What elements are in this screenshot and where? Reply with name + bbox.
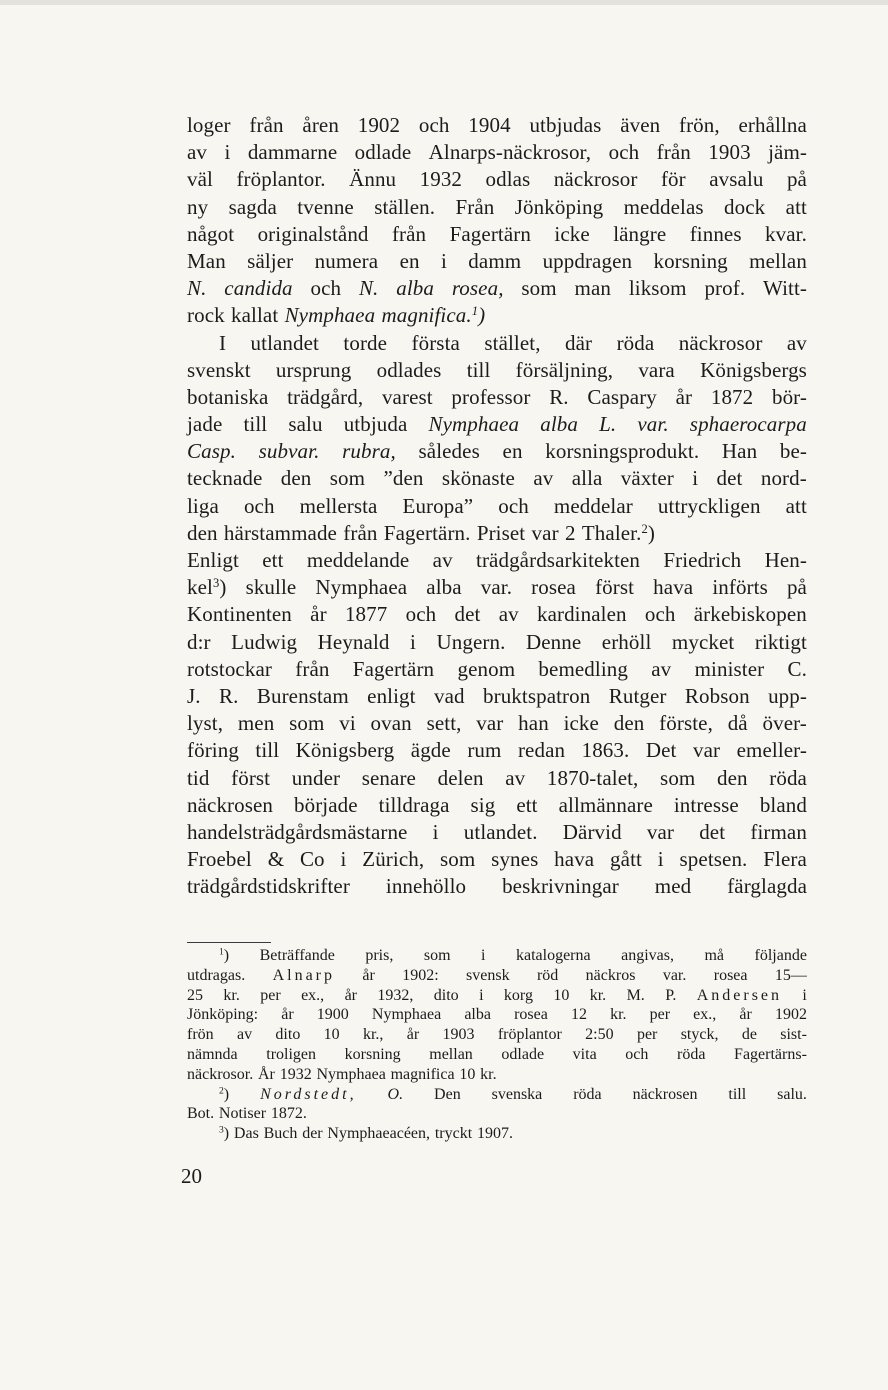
text-line: lyst, men som vi ovan sett, var han icke den förste, då över- (187, 711, 807, 736)
text-line: den härstammade från Fagertärn. Priset var 2 Thaler.$^2$) (187, 520, 655, 545)
text-line: något originalstånd från Fagertärn icke längre finnes kvar. (187, 221, 807, 246)
footnotes (187, 946, 807, 1144)
text-line: jade till salu utbjuda Nymphaea alba L. var. sphaerocarpa (187, 412, 807, 437)
scan-top-edge (0, 0, 888, 5)
footnote-line: frön av dito 10 kr., år 1903 fröplantor 2:50 per styck, de sist- (187, 1026, 807, 1044)
footnote-line: $^1$) Beträffande pris, som i katalogerna angivas, må följande (219, 946, 807, 964)
text-line: ny sagda tvenne ställen. Från Jönköping meddelas dock att (187, 194, 807, 219)
text-line: kel$^3$) skulle Nymphaea alba var. rosea först hava införts på (187, 575, 807, 600)
text-line: tecknade den som ”den skönaste av alla växter i det nord- (187, 466, 807, 491)
text-line: Casp. subvar. rubra, således en korsningsprodukt. Han be- (187, 439, 807, 464)
text-line: Kontinenten år 1877 och det av kardinalen och ärkebiskopen (187, 602, 807, 627)
footnote-line: 25 kr. per ex., år 1932, dito i korg 10 kr. M. P. Andersen i (187, 986, 807, 1004)
text-line: J. R. Burenstam enligt vad bruktspatron Rutger Robson upp- (187, 683, 807, 708)
footnote-line: Bot. Notiser 1872. (187, 1105, 307, 1123)
text-line: väl fröplantor. Ännu 1932 odlas näckrosor för avsalu på (187, 167, 807, 192)
text-line: svenskt ursprung odlades till försäljning, vara Königsbergs (187, 357, 807, 382)
footnote-line: nämnda troligen korsning mellan odlade vita och röda Fagertärns- (187, 1045, 807, 1063)
text-line: Man säljer numera en i damm uppdragen korsning mellan (187, 248, 807, 273)
text-line: d:r Ludwig Heynald i Ungern. Denne erhöll mycket riktigt (187, 629, 807, 654)
footnote-line: utdragas. Alnarp år 1902: svensk röd näckros var. rosea 15— (187, 966, 807, 984)
text-line: loger från åren 1902 och 1904 utbjudas även frön, erhållna (187, 113, 807, 137)
text-line: näckrosen började tilldraga sig ett allmännare intresse bland (187, 792, 807, 817)
body-text (187, 112, 807, 900)
footnote-line: $^2$) Nordstedt, O. Den svenska röda näckrosen till salu. (219, 1085, 807, 1103)
footnote-line: $^3$) Das Buch der Nymphaeacéen, tryckt 1907. (219, 1124, 513, 1143)
text-line: rotstockar från Fagertärn genom bemedling av minister C. (187, 656, 807, 681)
text-line: N. candida och N. alba rosea, som man liksom prof. Witt- (187, 276, 807, 301)
text-line: I utlandet torde första stället, där röda näckrosor av (219, 330, 807, 355)
text-line: av i dammarne odlade Alnarps-näckrosor, och från 1903 jäm- (187, 140, 807, 165)
footnote-separator (187, 942, 271, 943)
text-line: handelsträdgårdsmästarne i utlandet. Därvid var det firman (187, 819, 807, 844)
text-line: föring till Königsberg ägde rum redan 1863. Det var emeller- (187, 738, 807, 763)
text-line: tid först under senare delen av 1870-talet, som den röda (187, 765, 807, 790)
page-number: 20 (181, 1164, 202, 1188)
text-line: botaniska trädgård, varest professor R. Caspary år 1872 bör- (187, 384, 807, 409)
text-line: liga och mellersta Europa” och meddelar uttryckligen att (187, 493, 807, 518)
text-line: Froebel & Co i Zürich, som synes hava gått i spetsen. Flera (187, 847, 807, 872)
text-line: rock kallat Nymphaea magnifica.$^1$) (187, 303, 486, 328)
footnote-line: Jönköping: år 1900 Nymphaea alba rosea 12 kr. per ex., år 1902 (187, 1006, 807, 1024)
text-line: Enligt ett meddelande av trädgårdsarkitekten Friedrich Hen- (187, 548, 807, 572)
text-line: trädgårdstidskrifter innehöllo beskrivningar med färglagda (187, 874, 807, 899)
footnote-line: näckrosor. År 1932 Nymphaea magnifica 10 kr. (187, 1065, 497, 1083)
